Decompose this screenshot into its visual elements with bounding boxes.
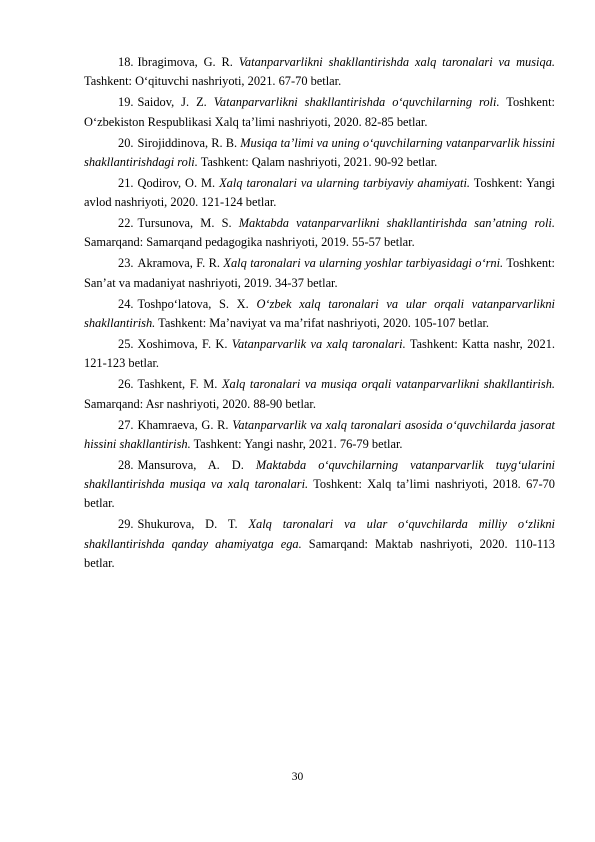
reference-title: Xalq taronalari va ularning yoshlar tarbiyasidagi o‘rni. <box>223 256 504 271</box>
reference-author: Xoshimova, F. K. <box>137 337 228 352</box>
reference-number: 26. <box>118 377 134 392</box>
reference-number: 20. <box>118 135 134 150</box>
reference-author: Tursunova, M. S. <box>137 216 232 231</box>
reference-publisher: Tashkent: O‘qituvchi nashriyoti, 2021. 67-70 betlar. <box>84 74 342 89</box>
reference-number: 27. <box>118 417 134 432</box>
reference-author: Khamraeva, G. R. <box>137 417 229 432</box>
reference-number: 28. <box>118 457 134 472</box>
reference-item <box>84 93 555 131</box>
reference-number: 23. <box>118 256 134 271</box>
reference-publisher: Toshkent: O‘zbekiston Respublikasi Xalq ta’limi nashriyoti, 2020. 82-85 betlar. <box>84 95 555 129</box>
reference-title: Xalq taronalari va ularning tarbiyaviy ahamiyati. <box>219 175 471 190</box>
reference-author: Mansurova, A. D. <box>137 457 244 472</box>
reference-publisher: Toshkent: San’at va madaniyat nashriyoti, 2019. 34-37 betlar. <box>84 256 556 290</box>
reference-number: 18. <box>118 55 134 69</box>
reference-author: Tashkent, F. M. <box>137 377 218 392</box>
reference-item <box>84 254 555 292</box>
reference-item <box>84 214 555 252</box>
reference-author: Saidov, J. Z. <box>137 95 207 110</box>
reference-title: O‘zbek xalq taronalari va ular orqali vatanparvarlikni shakllantirish. <box>84 296 555 330</box>
reference-title: Xalq taronalari va ular o‘quvchilarda milliy o‘zlikni shakllantirishda qanday ahamiyatga ega. <box>84 517 555 551</box>
reference-author: Shukurova, D. T. <box>137 517 238 532</box>
reference-publisher: Tashkent: Qalam nashriyoti, 2021. 90-92 betlar. <box>200 154 438 169</box>
reference-list <box>84 53 555 575</box>
reference-number: 22. <box>118 216 134 231</box>
reference-title: Xalq taronalari va musiqa orqali vatanparvarlikni shakllantirish. <box>221 377 555 392</box>
reference-number: 24. <box>118 296 134 311</box>
reference-item <box>84 375 555 413</box>
reference-author: Ibragimova, G. R. <box>137 55 233 69</box>
reference-title: Maktabda vatanparvarlikni shakllantirishda san’atning roli. <box>238 216 555 231</box>
reference-author: Akramova, F. R. <box>137 256 221 271</box>
reference-item <box>84 515 555 573</box>
reference-publisher: Tashkent: Ma’naviyat va ma’rifat nashriyoti, 2020. 105-107 betlar. <box>158 315 489 330</box>
reference-item <box>84 295 555 333</box>
reference-author: Toshpo‘latova, S. X. <box>137 296 249 311</box>
reference-publisher: Toshkent: Xalq ta’limi nashriyoti, 2018. 67-70 betlar. <box>84 477 555 511</box>
reference-publisher: Tashkent: Katta nashr, 2021. 121-123 betlar. <box>84 337 555 371</box>
reference-author: Qodirov, O. M. <box>137 175 216 190</box>
reference-item <box>84 174 555 212</box>
reference-publisher: Toshkent: Yangi avlod nashriyoti, 2020. 121-124 betlar. <box>84 175 555 210</box>
reference-item <box>84 416 555 454</box>
reference-number: 19. <box>118 95 134 110</box>
reference-item <box>84 335 555 373</box>
reference-publisher: Samarqand: Samarqand pedagogika nashriyoti, 2019. 55-57 betlar. <box>84 235 415 250</box>
reference-author: Sirojiddinova, R. B. <box>137 135 238 150</box>
reference-number: 25. <box>118 337 134 352</box>
reference-item <box>84 134 555 172</box>
reference-number: 29. <box>118 517 134 532</box>
reference-title: Maktabda o‘quvchilarning vatanparvarlik tuyg‘ularini shakllantirishda musiqa va xalq taronalari. <box>84 457 555 492</box>
reference-title: Musiqa ta’limi va uning o‘quvchilarning vatanparvarlik hissini shakllantirishdagi roli. <box>84 135 555 169</box>
reference-item <box>84 456 555 514</box>
reference-publisher: Tashkent: Yangi nashr, 2021. 76-79 betlar. <box>193 436 403 451</box>
page-number: 30 <box>291 771 304 783</box>
reference-publisher: Samarqand: Maktab nashriyoti, 2020. 110-113 betlar. <box>84 536 555 570</box>
reference-publisher: Samarqand: Asr nashriyoti, 2020. 88-90 betlar. <box>84 396 316 411</box>
reference-title: Vatanparvarlikni shakllantirishda xalq taronalari va musiqa. <box>238 55 555 69</box>
reference-title: Vatanparvarlik va xalq taronalari asosida o‘quvchilarda jasorat hissini shakllantirish. <box>84 417 555 451</box>
reference-title: Vatanparvarlik va xalq taronalari. <box>231 337 406 352</box>
reference-title: Vatanparvarlikni shakllantirishda o‘quvchilarning roli. <box>213 95 500 110</box>
reference-item <box>84 53 555 91</box>
reference-number: 21. <box>118 175 134 190</box>
